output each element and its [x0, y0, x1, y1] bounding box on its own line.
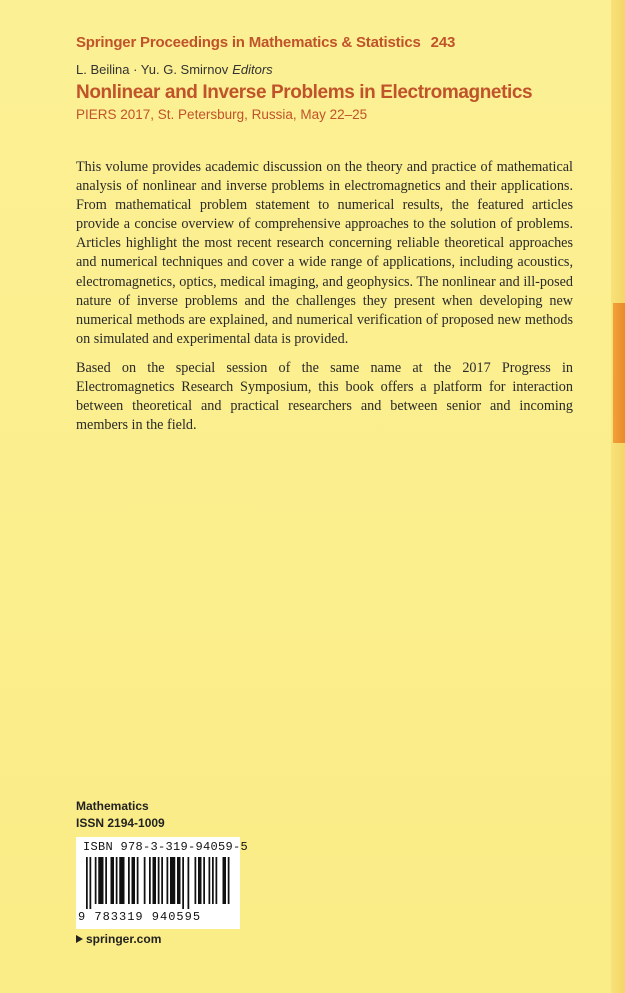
barcode-bar [177, 857, 181, 904]
barcode-bar [212, 857, 214, 904]
editors-line [76, 62, 273, 77]
description-paragraph-2: Based on the special session of the same name at the 2017 Progress in Electromagnetics Research Symposium, this book offers a platform for interaction between theoretical and practical researchers and between senior and incoming members in the field. [76, 359, 573, 434]
barcode-bar [149, 857, 151, 904]
description-paragraph-1: This volume provides academic discussion on the theory and practice of mathematical analysis of nonlinear and inverse problems in electromagnetics and their applications. From mathematical problem statement to numerical results, the featured articles provide a concise overview of comprehensive approaches to the solution of problems. Articles highlight the most recent research concerning reliable theoretical approaches and numerical techniques and cover a wide range of applications, including acoustics, electromagnetics, optics, medical imaging, and geophysics. The nonlinear and ill-posed nature of inverse problems and the challenges they present when developing new numerical methods are explained, and numerical verification of proposed new methods on simulated and experimental data is provided. [76, 159, 573, 347]
ean-digits: 9 783319 940595 [78, 910, 202, 924]
barcode-bar [216, 857, 218, 904]
website-label: springer.com [86, 932, 162, 946]
series-heading [76, 34, 455, 51]
barcode-panel [76, 837, 249, 929]
publisher-website[interactable] [76, 932, 161, 946]
book-description [76, 158, 573, 445]
editors-role: Editors [232, 62, 273, 77]
barcode-bar [144, 857, 146, 904]
subject-category: Mathematics [76, 799, 149, 813]
barcode-bar [198, 857, 202, 904]
barcode-bar [158, 857, 160, 904]
barcode-bar [153, 857, 157, 904]
barcode-bar [170, 857, 175, 904]
barcode-bar [132, 857, 136, 904]
barcode-bar [111, 857, 115, 904]
barcode-bar [182, 857, 184, 909]
barcode-bar [209, 857, 211, 904]
barcode-bar [161, 857, 163, 904]
spine-edge [611, 0, 625, 993]
series-name: Springer Proceedings in Mathematics & Statistics [76, 34, 421, 51]
barcode-bar [137, 857, 139, 904]
barcode-bar [228, 857, 230, 904]
book-title: Nonlinear and Inverse Problems in Electromagnetics [76, 82, 533, 103]
barcode-bar [203, 857, 205, 904]
barcode-bar [188, 857, 190, 909]
spine-orange-band [613, 303, 625, 443]
book-subtitle: PIERS 2017, St. Petersburg, Russia, May 22–25 [76, 107, 368, 122]
barcode-bar [223, 857, 227, 904]
series-volume: 243 [430, 34, 456, 51]
issn-number: ISSN 2194-1009 [76, 816, 165, 830]
barcode-bar [195, 857, 197, 904]
barcode-icon [80, 857, 236, 909]
barcode-bar [116, 857, 118, 904]
barcode-bar [119, 857, 124, 904]
editor-names: L. Beilina · Yu. G. Smirnov [76, 62, 229, 77]
barcode-bar [95, 857, 97, 904]
barcode-bar [90, 857, 92, 909]
barcode-bar [128, 857, 130, 904]
barcode-bar [105, 857, 107, 904]
isbn-number: ISBN 978-3-319-94059-5 [83, 840, 249, 854]
right-triangle-icon [76, 935, 83, 943]
barcode-bar [86, 857, 88, 909]
barcode-bar [98, 857, 103, 904]
barcode-bar [167, 857, 169, 904]
